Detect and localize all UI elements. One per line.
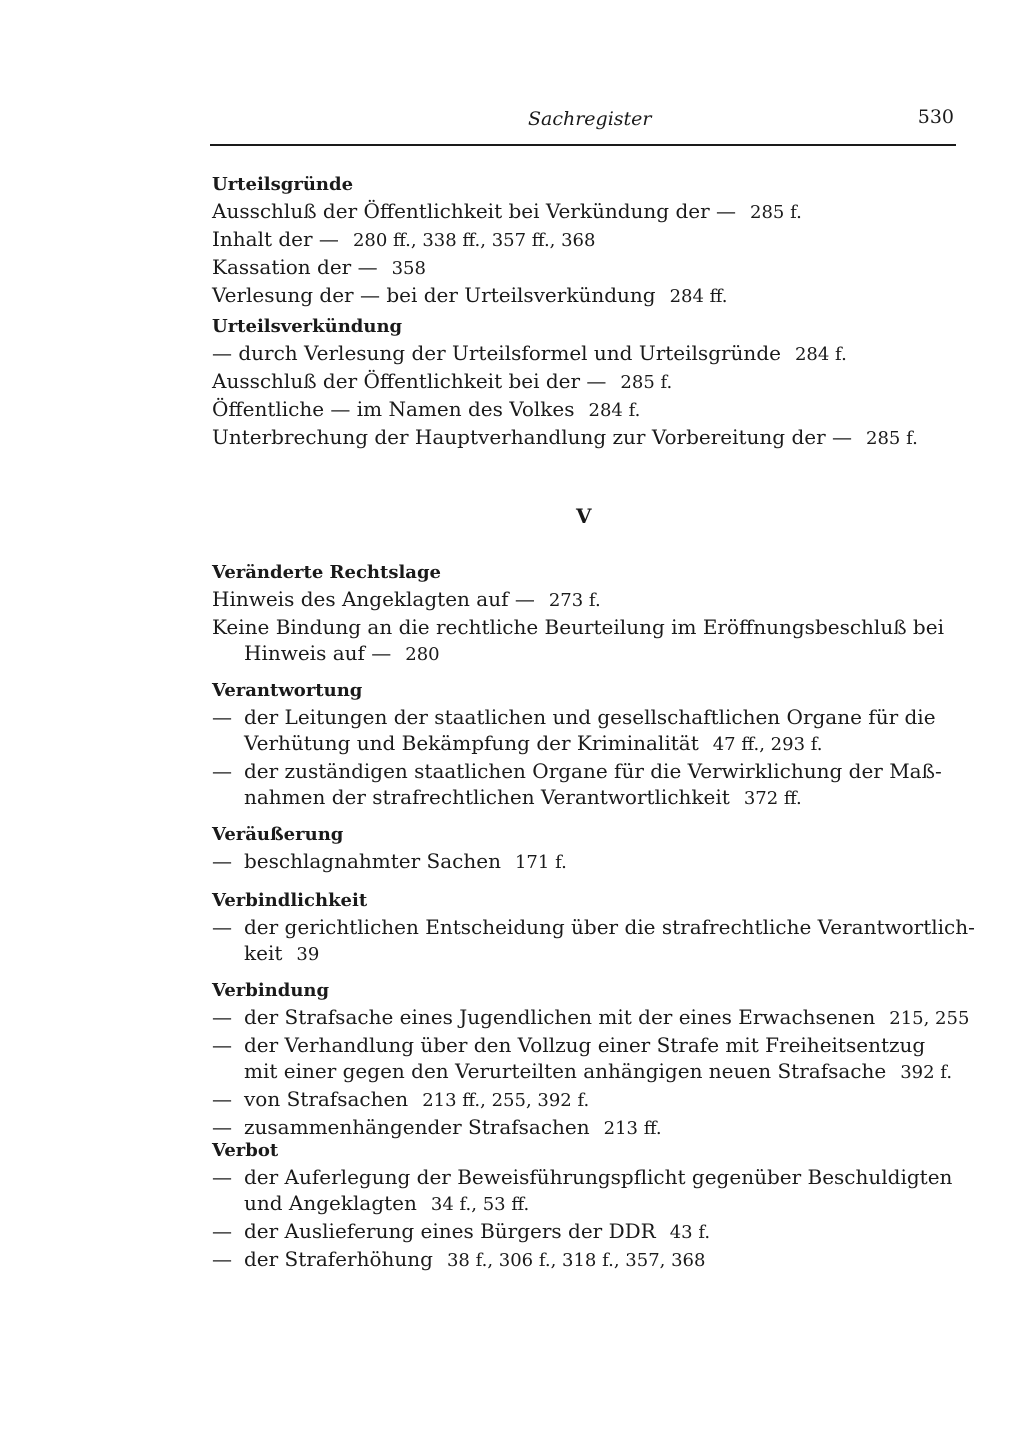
page-ref: 47 ff., 293 f. bbox=[712, 734, 823, 755]
page-header bbox=[210, 104, 956, 146]
dash-mark: — bbox=[212, 849, 232, 873]
index-line bbox=[212, 704, 962, 730]
line-text: Keine Bindung an die rechtliche Beurteilung im Eröffnungsbeschluß bei bbox=[212, 615, 944, 639]
line-text: der Leitungen der staatlichen und gesellschaftlichen Organe für die bbox=[244, 705, 936, 729]
entry-heading: Veränderte Rechtslage bbox=[212, 562, 441, 583]
page-ref: 38 f., 306 f., 318 f., 357, 368 bbox=[446, 1250, 706, 1271]
index-line bbox=[212, 282, 962, 310]
index-line-continuation bbox=[212, 1058, 962, 1086]
entry-heading: Verantwortung bbox=[212, 680, 363, 701]
line-text: — durch Verlesung der Urteilsformel und Urteilsgründe bbox=[212, 341, 781, 365]
index-line bbox=[212, 758, 962, 784]
page-ref: 372 ff. bbox=[743, 788, 802, 809]
entry-veraeusserung bbox=[212, 822, 962, 876]
page-ref: 171 f. bbox=[514, 852, 567, 873]
entry-verbot bbox=[212, 1138, 962, 1274]
index-line bbox=[212, 1086, 962, 1114]
entry-urteilsgruende bbox=[212, 172, 962, 310]
page-ref: 34 f., 53 ff. bbox=[430, 1194, 530, 1215]
index-line bbox=[212, 340, 962, 368]
line-text: der gerichtlichen Entscheidung über die strafrechtliche Verantwortlich- bbox=[244, 915, 975, 939]
line-text: der zuständigen staatlichen Organe für die Verwirklichung der Maß- bbox=[244, 759, 942, 783]
page-ref: 358 bbox=[391, 258, 426, 279]
dash-mark: — bbox=[212, 1247, 232, 1271]
entry-verantwortung bbox=[212, 678, 962, 812]
line-text: Ausschluß der Öffentlichkeit bei Verkündung der — bbox=[212, 199, 737, 223]
page-ref: 273 f. bbox=[548, 590, 601, 611]
line-text: der Straferhöhung bbox=[244, 1247, 433, 1271]
page-ref: 213 ff., 255, 392 f. bbox=[422, 1090, 590, 1111]
entry-veraenderte-rechtslage bbox=[212, 560, 962, 668]
entry-heading: Urteilsverkündung bbox=[212, 316, 403, 337]
page-ref: 43 f. bbox=[669, 1222, 711, 1243]
page-ref: 285 f. bbox=[620, 372, 673, 393]
line-text: Ausschluß der Öffentlichkeit bei der — bbox=[212, 369, 607, 393]
index-line-continuation bbox=[212, 784, 962, 812]
page-ref: 284 f. bbox=[588, 400, 641, 421]
line-text: Öffentliche — im Namen des Volkes bbox=[212, 397, 575, 421]
page-ref: 284 ff. bbox=[669, 286, 728, 307]
entry-heading: Verbot bbox=[212, 1140, 279, 1161]
line-text: von Strafsachen bbox=[244, 1087, 409, 1111]
page-ref: 213 ff. bbox=[603, 1118, 662, 1139]
entry-heading: Urteilsgründe bbox=[212, 174, 354, 195]
page-ref: 285 f. bbox=[750, 202, 802, 223]
index-line-continuation bbox=[212, 940, 962, 968]
index-line bbox=[212, 586, 962, 614]
index-line bbox=[212, 368, 962, 396]
entry-urteilsverkuendung bbox=[212, 314, 962, 452]
dash-mark: — bbox=[212, 1115, 232, 1139]
dash-mark: — bbox=[212, 759, 232, 783]
page-ref: 285 f. bbox=[866, 428, 918, 449]
line-text: Hinweis des Angeklagten auf — bbox=[212, 587, 535, 611]
page-ref: 280 bbox=[405, 644, 440, 665]
index-line bbox=[212, 1246, 962, 1274]
index-line bbox=[212, 198, 962, 226]
index-line-continuation bbox=[212, 730, 962, 758]
index-line-continuation bbox=[212, 640, 962, 668]
index-line bbox=[212, 396, 962, 424]
running-title: Sachregister bbox=[528, 108, 652, 130]
line-text: mit einer gegen den Verurteilten anhängigen neuen Strafsache bbox=[244, 1059, 887, 1083]
dash-mark: — bbox=[212, 1087, 232, 1111]
line-text: Hinweis auf — bbox=[244, 641, 392, 665]
line-text: nahmen der strafrechtlichen Verantwortlichkeit bbox=[244, 785, 730, 809]
dash-mark: — bbox=[212, 1219, 232, 1243]
line-text: Kassation der — bbox=[212, 255, 378, 279]
line-text: Verhütung und Bekämpfung der Kriminalität bbox=[244, 731, 699, 755]
entry-verbindung bbox=[212, 978, 970, 1142]
index-line-continuation bbox=[212, 1190, 962, 1218]
entry-heading: Veräußerung bbox=[212, 824, 344, 845]
entry-verbindlichkeit bbox=[212, 888, 975, 968]
dash-mark: — bbox=[212, 915, 232, 939]
dash-mark: — bbox=[212, 1165, 232, 1189]
dash-mark: — bbox=[212, 705, 232, 729]
section-letter: V bbox=[576, 504, 592, 528]
line-text: zusammenhängender Strafsachen bbox=[244, 1115, 590, 1139]
index-line bbox=[212, 1164, 962, 1190]
line-text: der Auferlegung der Beweisführungspflicht gegenüber Beschuldigten bbox=[244, 1165, 953, 1189]
index-line bbox=[212, 614, 962, 640]
line-text: keit bbox=[244, 941, 283, 965]
line-text: der Verhandlung über den Vollzug einer Strafe mit Freiheitsentzug bbox=[244, 1033, 926, 1057]
index-line bbox=[212, 1032, 962, 1058]
entry-heading: Verbindung bbox=[212, 980, 330, 1001]
index-line bbox=[212, 1004, 970, 1032]
index-line bbox=[212, 848, 962, 876]
page-ref: 280 ff., 338 ff., 357 ff., 368 bbox=[352, 230, 596, 251]
page-ref: 392 f. bbox=[900, 1062, 953, 1083]
index-line bbox=[212, 424, 962, 452]
index-line bbox=[212, 226, 962, 254]
index-line bbox=[212, 254, 962, 282]
line-text: Verlesung der — bei der Urteilsverkündung bbox=[212, 283, 656, 307]
line-text: und Angeklagten bbox=[244, 1191, 417, 1215]
page-ref: 284 f. bbox=[794, 344, 847, 365]
line-text: der Auslieferung eines Bürgers der DDR bbox=[244, 1219, 656, 1243]
line-text: der Strafsache eines Jugendlichen mit der eines Erwachsenen bbox=[244, 1005, 876, 1029]
page-ref: 39 bbox=[296, 944, 320, 965]
entry-heading: Verbindlichkeit bbox=[212, 890, 368, 911]
page-number: 530 bbox=[917, 106, 954, 128]
dash-mark: — bbox=[212, 1005, 232, 1029]
index-line bbox=[212, 1218, 962, 1246]
line-text: Inhalt der — bbox=[212, 227, 339, 251]
dash-mark: — bbox=[212, 1033, 232, 1057]
index-line bbox=[212, 914, 975, 940]
page-ref: 215, 255 bbox=[889, 1008, 970, 1029]
line-text: Unterbrechung der Hauptverhandlung zur Vorbereitung der — bbox=[212, 425, 853, 449]
line-text: beschlagnahmter Sachen bbox=[244, 849, 501, 873]
